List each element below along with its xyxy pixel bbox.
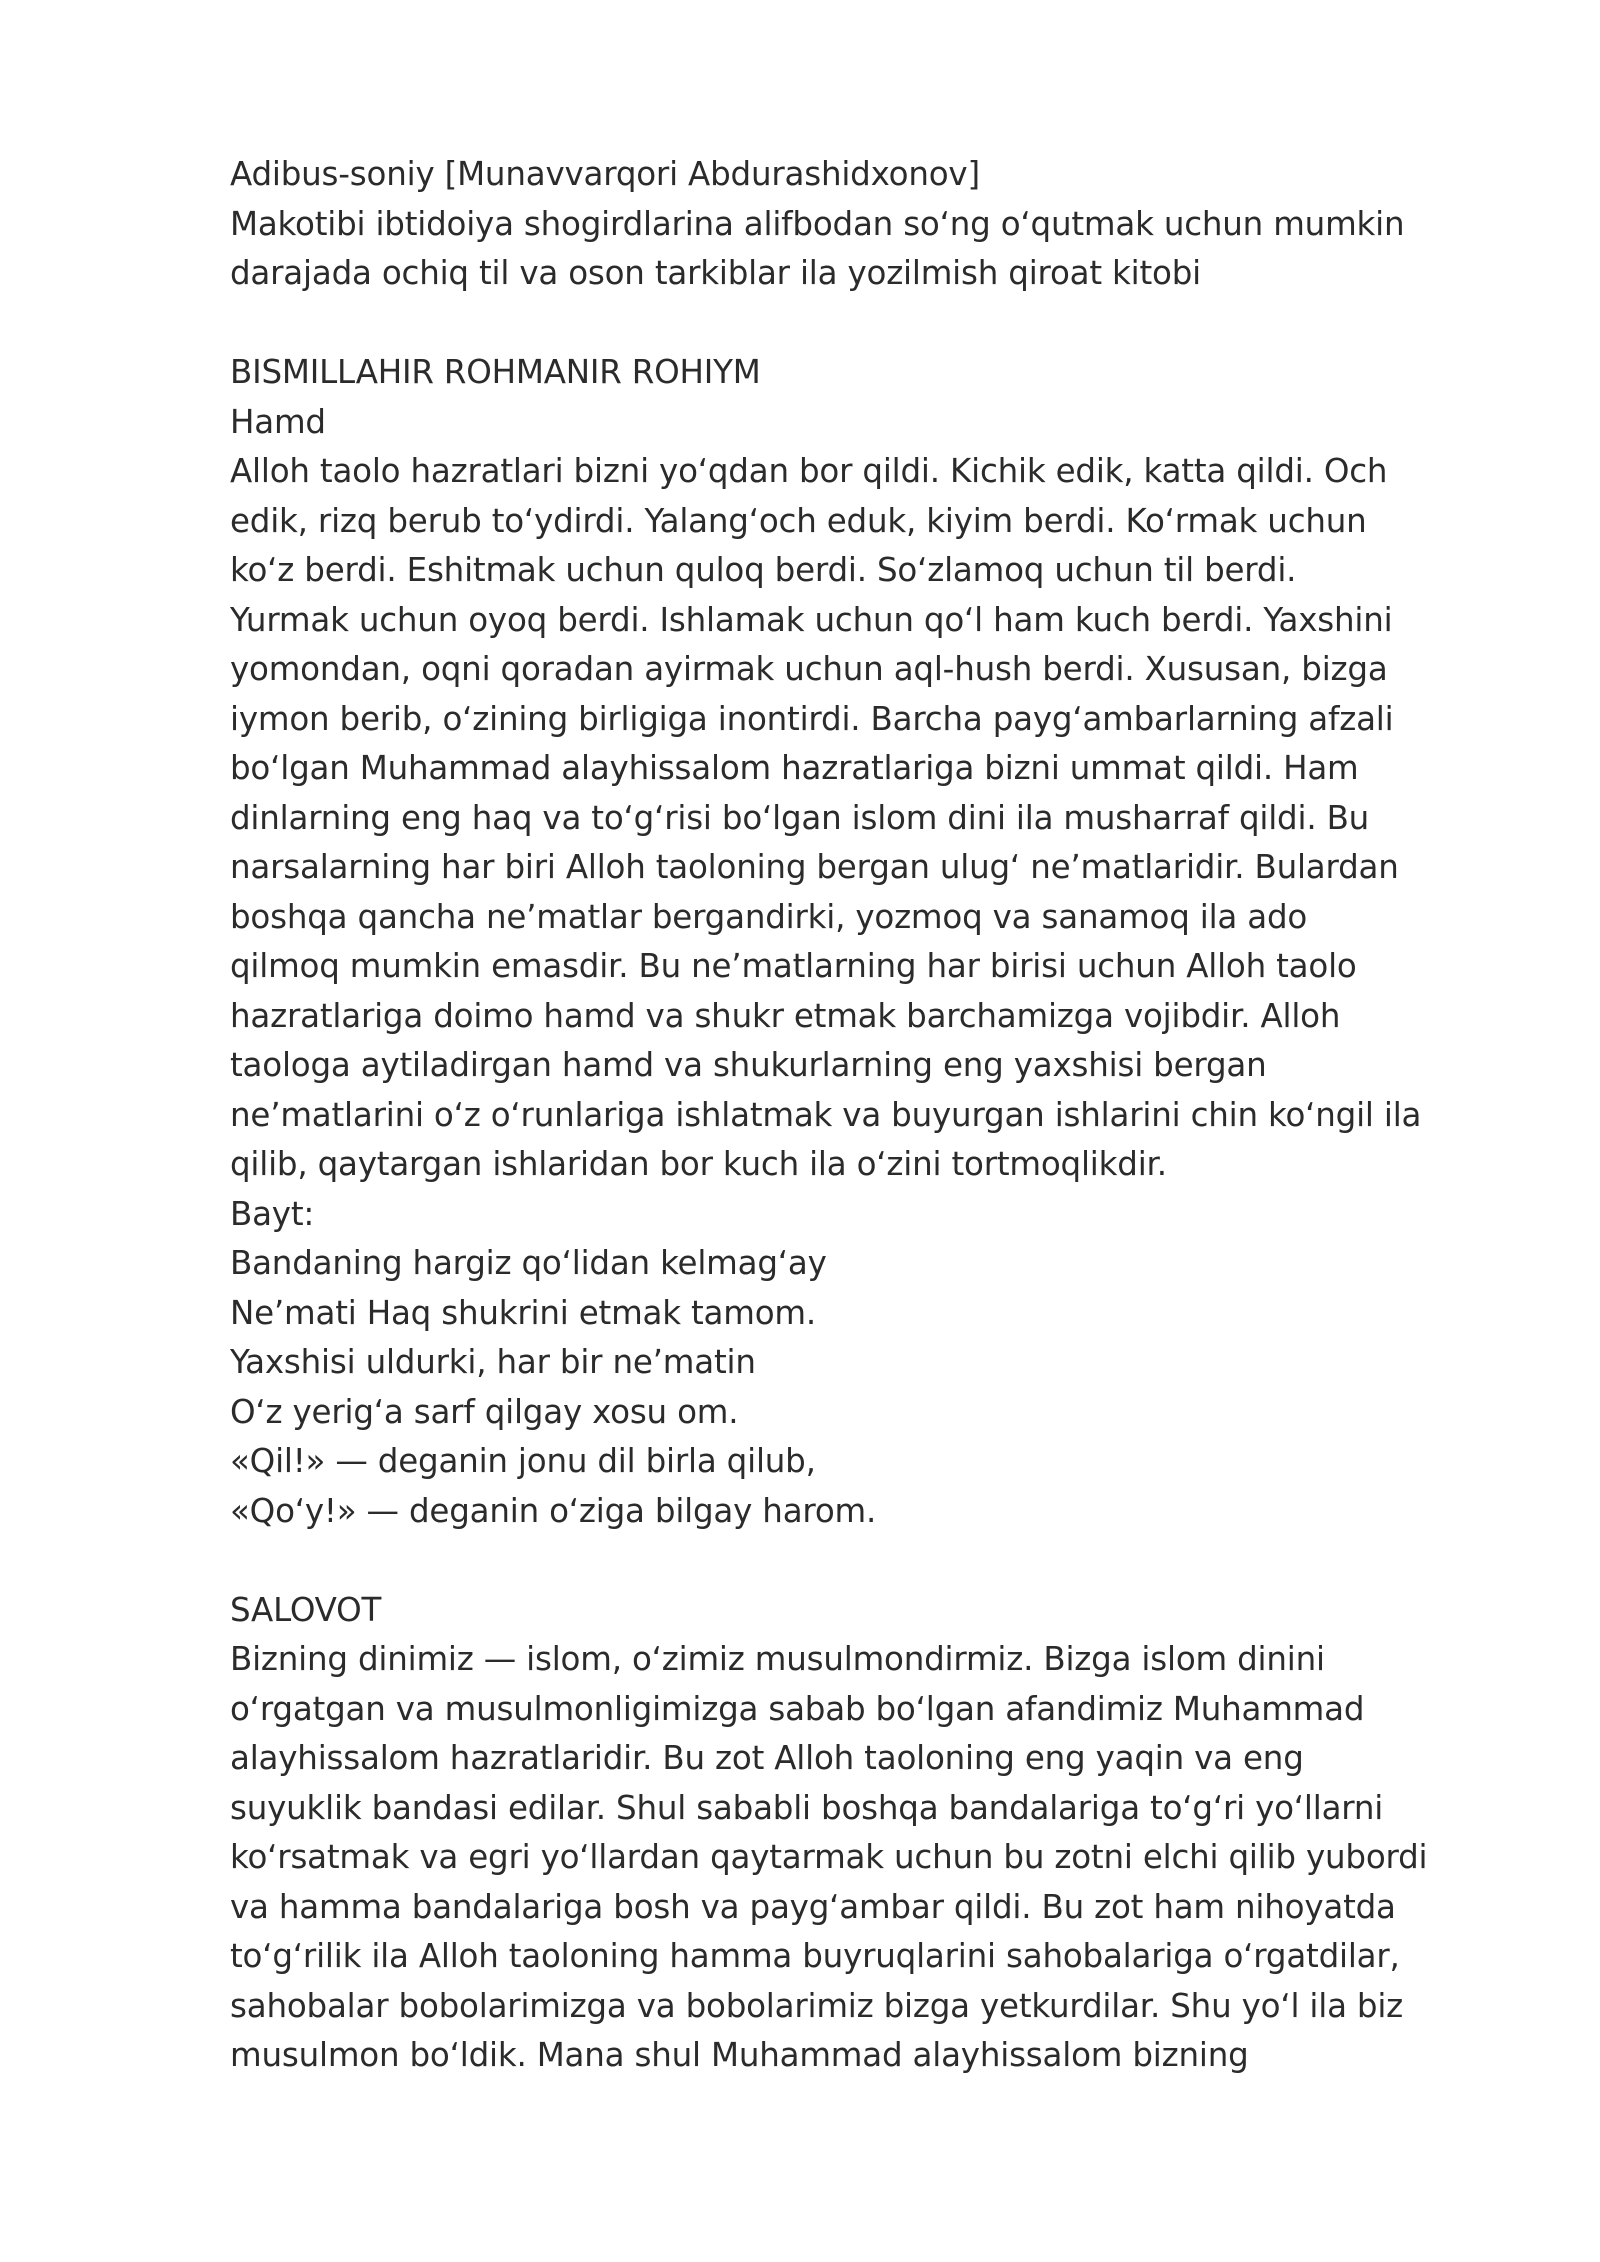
text-line: to‘g‘rilik ila Alloh taoloning hamma buyruqlarini sahobalariga o‘rgatdilar, [230, 1937, 1400, 1975]
verse-line: «Qo‘y!» — deganin o‘ziga bilgay harom. [230, 1491, 877, 1530]
text-line: qilmoq mumkin emasdir. Bu ne’matlarning har birisi uchun Alloh taolo [230, 947, 1357, 985]
bayt-label: Bayt: [230, 1194, 315, 1233]
paragraph-gap [230, 299, 1530, 349]
text-line: ko‘rsatmak va egri yo‘llardan qaytarmak uchun bu zotni elchi qilib yubordi [230, 1838, 1428, 1876]
salovot-paragraph [230, 1635, 1530, 2081]
text-line: Bizning dinimiz — islom, o‘zimiz musulmondirmiz. Bizga islom dinini [230, 1640, 1325, 1678]
text-line: bo‘lgan Muhammad alayhissalom hazratlariga bizni ummat qildi. Ham [230, 749, 1359, 787]
verse-line: O‘z yerig‘a sarf qilgay xosu om. [230, 1392, 739, 1431]
verse-line: Ne’mati Haq shukrini etmak tamom. [230, 1293, 816, 1332]
section-heading-hamd: Hamd [230, 402, 326, 441]
verse-line: «Qil!» — deganin jonu dil birla qilub, [230, 1442, 816, 1480]
text-line: iymon berib, o‘zining birligiga inontirdi. Barcha payg‘ambarlarning afzali [230, 699, 1394, 738]
text-line: o‘rgatgan va musulmonligimizga sabab bo‘lgan afandimiz Muhammad [230, 1689, 1365, 1728]
paragraph-gap [230, 1536, 1530, 1586]
author-line: Adibus-soniy [Munavvarqori Abdurashidxonov] [230, 155, 980, 193]
text-line: ne’matlarini o‘z o‘runlariga ishlatmak va buyurgan ishlarini chin ko‘ngil ila [230, 1095, 1422, 1134]
text-line: sahobalar bobolarimizga va bobolarimiz bizga yetkurdilar. Shu yo‘l ila biz [230, 1986, 1404, 2025]
verse-line: Bandaning hargiz qo‘lidan kelmag‘ay [230, 1244, 827, 1282]
text-line: hazratlariga doimo hamd va shukr etmak barchamizga vojibdir. Alloh [230, 996, 1341, 1035]
text-line: edik, rizq berub to‘ydirdi. Yalang‘och eduk, kiyim berdi. Ko‘rmak uchun [230, 501, 1367, 540]
subtitle-line: Makotibi ibtidoiya shogirdlarina alifbodan so‘ng o‘qutmak uchun mumkin [230, 204, 1405, 243]
verse-line: Yaxshisi uldurki, har bir ne’matin [230, 1343, 756, 1381]
section-heading-salovot: SALOVOT [230, 1590, 382, 1629]
document-page [230, 150, 1530, 2081]
basmala-line: BISMILLAHIR ROHMANIR ROHIYM [230, 353, 761, 391]
text-line: ko‘z berdi. Eshitmak uchun quloq berdi. So‘zlamoq uchun til berdi. [230, 551, 1297, 589]
subtitle-line: darajada ochiq til va oson tarkiblar ila yozilmish qiroat kitobi [230, 254, 1201, 292]
text-line: boshqa qancha ne’matlar bergandirki, yozmoq va sanamoq ila ado [230, 897, 1308, 936]
text-line: taologa aytiladirgan hamd va shukurlarning eng yaxshisi bergan [230, 1046, 1267, 1084]
bayt-verse [230, 1239, 1530, 1536]
text-line: qilib, qaytargan ishlaridan bor kuch ila o‘zini tortmoqlikdir. [230, 1145, 1167, 1183]
text-line: yomondan, oqni qoradan ayirmak uchun aql-hush berdi. Xususan, bizga [230, 650, 1388, 688]
hamd-paragraph [230, 447, 1530, 1190]
text-line: Yurmak uchun oyoq berdi. Ishlamak uchun qo‘l ham kuch berdi. Yaxshini [230, 600, 1393, 639]
text-line: va hamma bandalariga bosh va payg‘ambar qildi. Bu zot ham nihoyatda [230, 1887, 1396, 1926]
text-line: musulmon bo‘ldik. Mana shul Muhammad alayhissalom bizning [230, 2036, 1249, 2074]
text-line: alayhissalom hazratlaridir. Bu zot Alloh taoloning eng yaqin va eng [230, 1739, 1304, 1777]
text-line: dinlarning eng haq va to‘g‘risi bo‘lgan islom dini ila musharraf qildi. Bu [230, 798, 1370, 837]
text-line: Alloh taolo hazratlari bizni yo‘qdan bor qildi. Kichik edik, katta qildi. Och [230, 452, 1388, 490]
text-line: suyuklik bandasi edilar. Shul sababli boshqa bandalariga to‘g‘ri yo‘llarni [230, 1788, 1384, 1827]
text-line: narsalarning har biri Alloh taoloning bergan ulug‘ ne’matlaridir. Bulardan [230, 848, 1399, 886]
